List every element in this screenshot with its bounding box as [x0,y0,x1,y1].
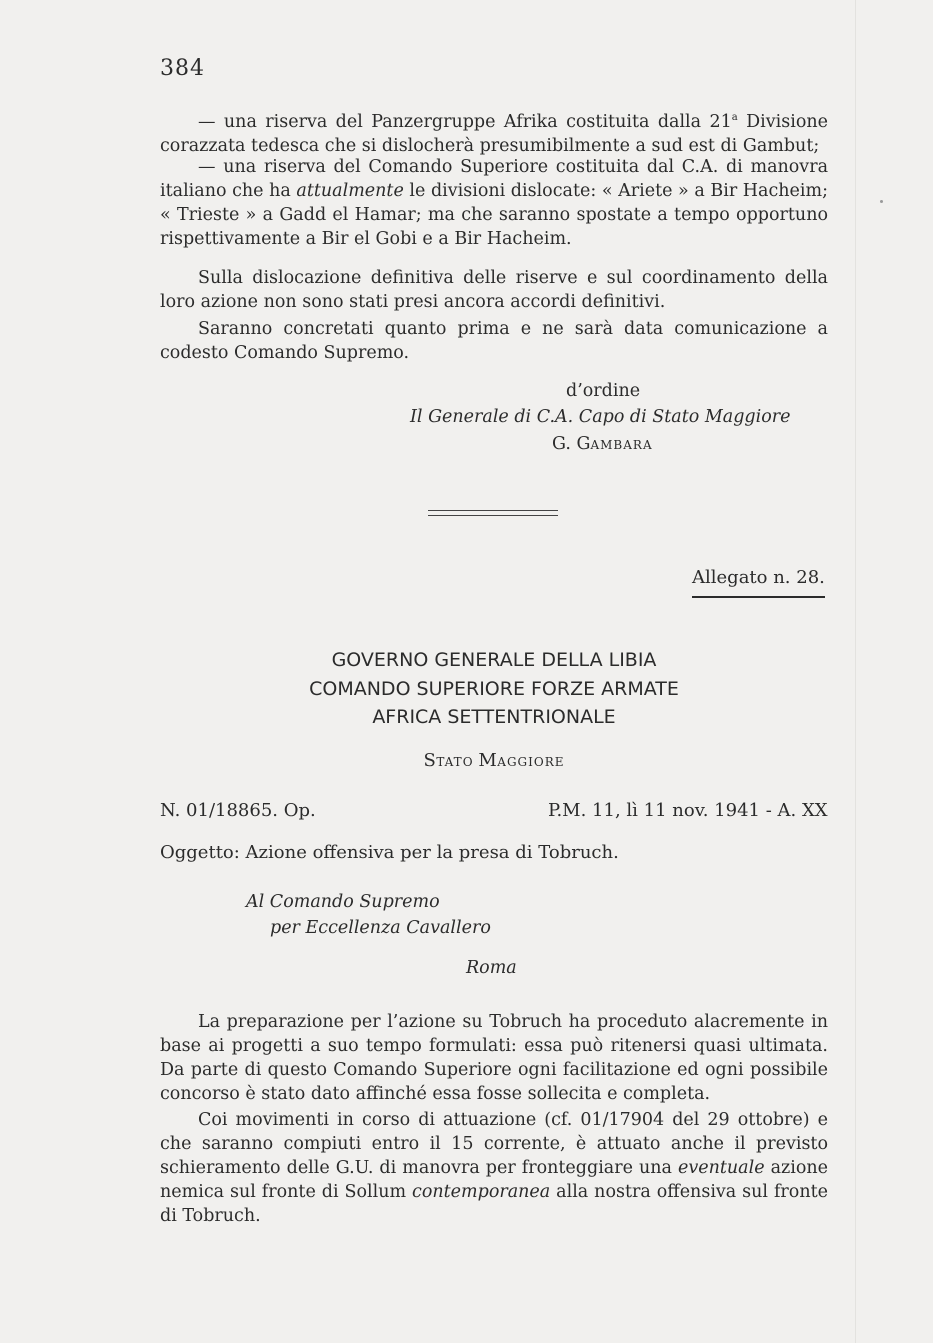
subject-line: Oggetto: Azione offensiva per la presa di Tobruch. [160,842,619,863]
scan-speck [880,200,883,203]
allegato-label: Allegato n. 28. [692,566,825,598]
emphasis-text: eventuale [677,1158,765,1178]
header-stato-maggiore [160,750,828,771]
paragraph-movimenti [160,1108,828,1228]
address-recipient: Al Comando Supremo [246,892,440,912]
signature-name [552,432,653,457]
header-africa: AFRICA SETTENTRIONALE [372,706,616,728]
paragraph-text: le divisioni dislocate: « Ariete » a Bir Hacheim; « Trieste » a Gadd el Hamar; ma che saranno spostate a tempo opportuno rispettivamente a Bir el Gobi e a Bir Hacheim. [160,181,828,249]
paragraph-text: — una riserva del Comando Superiore costituita dal C.A. di manovra italiano che ha [160,157,828,201]
emphasis-text: contemporanea [412,1182,551,1202]
signature-name-rest: AMBARA [590,438,653,452]
paragraph-riserva-panzergruppe [160,106,828,158]
paragraph-preparazione: La preparazione per l’azione su Tobruch ha proceduto alacremente in base ai progetti a suo tempo formulati: essa può ritenersi quasi ultimata. Da parte di questo Comando Superiore ogni facilitazione ed ogni possibile concorso è stato dato affinché essa fosse sollecita e completa. [160,1012,828,1104]
signature-dordine: d’ordine [566,381,641,401]
header-comando: COMANDO SUPERIORE FORZE ARMATE [309,678,679,700]
header-governo: GOVERNO GENERALE DELLA LIBIA [331,649,657,671]
protocol-number: N. 01/18865. Op. [160,800,316,821]
maggiore-rest: AGGIORE [497,755,565,769]
paragraph-concretati: Saranno concretati quanto prima e ne sarà data comunicazione a codesto Comando Supremo. [160,319,828,363]
superscript: a [731,112,738,123]
page-edge-line [855,0,856,1343]
paragraph-text: Coi movimenti in corso di attuazione (cf. 01/17904 del 29 ottobre) e che saranno compiuti entro il 15 corrente, è attuato anche il previsto schieramento delle G.U. di manovra per fronteggiare una [160,1110,828,1178]
stato-initial-s: S [423,750,437,771]
address-attention: per Eccellenza Cavallero [270,918,491,938]
section-divider [428,510,558,516]
emphasis-text: attualmente [296,181,404,201]
signature-name-initial: G. G [552,434,591,454]
page-number: 384 [160,56,205,81]
stato-initial-m: M [478,750,498,771]
paragraph-riserva-comando [160,155,828,251]
paragraph-text: — una riserva del Panzergruppe Afrika costituita dalla 21 [198,111,732,132]
paragraph-text: alla nostra offensiva sul fronte di Tobruch. [160,1182,828,1226]
paragraph-dislocazione: Sulla dislocazione definitiva delle riserve e sul coordinamento della loro azione non sono stati presi ancora accordi definitivi. [160,268,828,312]
signature-title: Il Generale di C.A. Capo di Stato Maggiore [410,407,791,427]
paragraph-text: Divisione corazzata tedesca che si dislocherà presumibilmente a sud est di Gambut; [160,111,828,156]
stato-rest: TATO [436,755,479,769]
paragraph-text: azione nemica sul fronte di Sollum [160,1158,828,1202]
address-city: Roma [466,958,517,978]
place-date: P.M. 11, lì 11 nov. 1941 - A. XX [548,800,828,821]
